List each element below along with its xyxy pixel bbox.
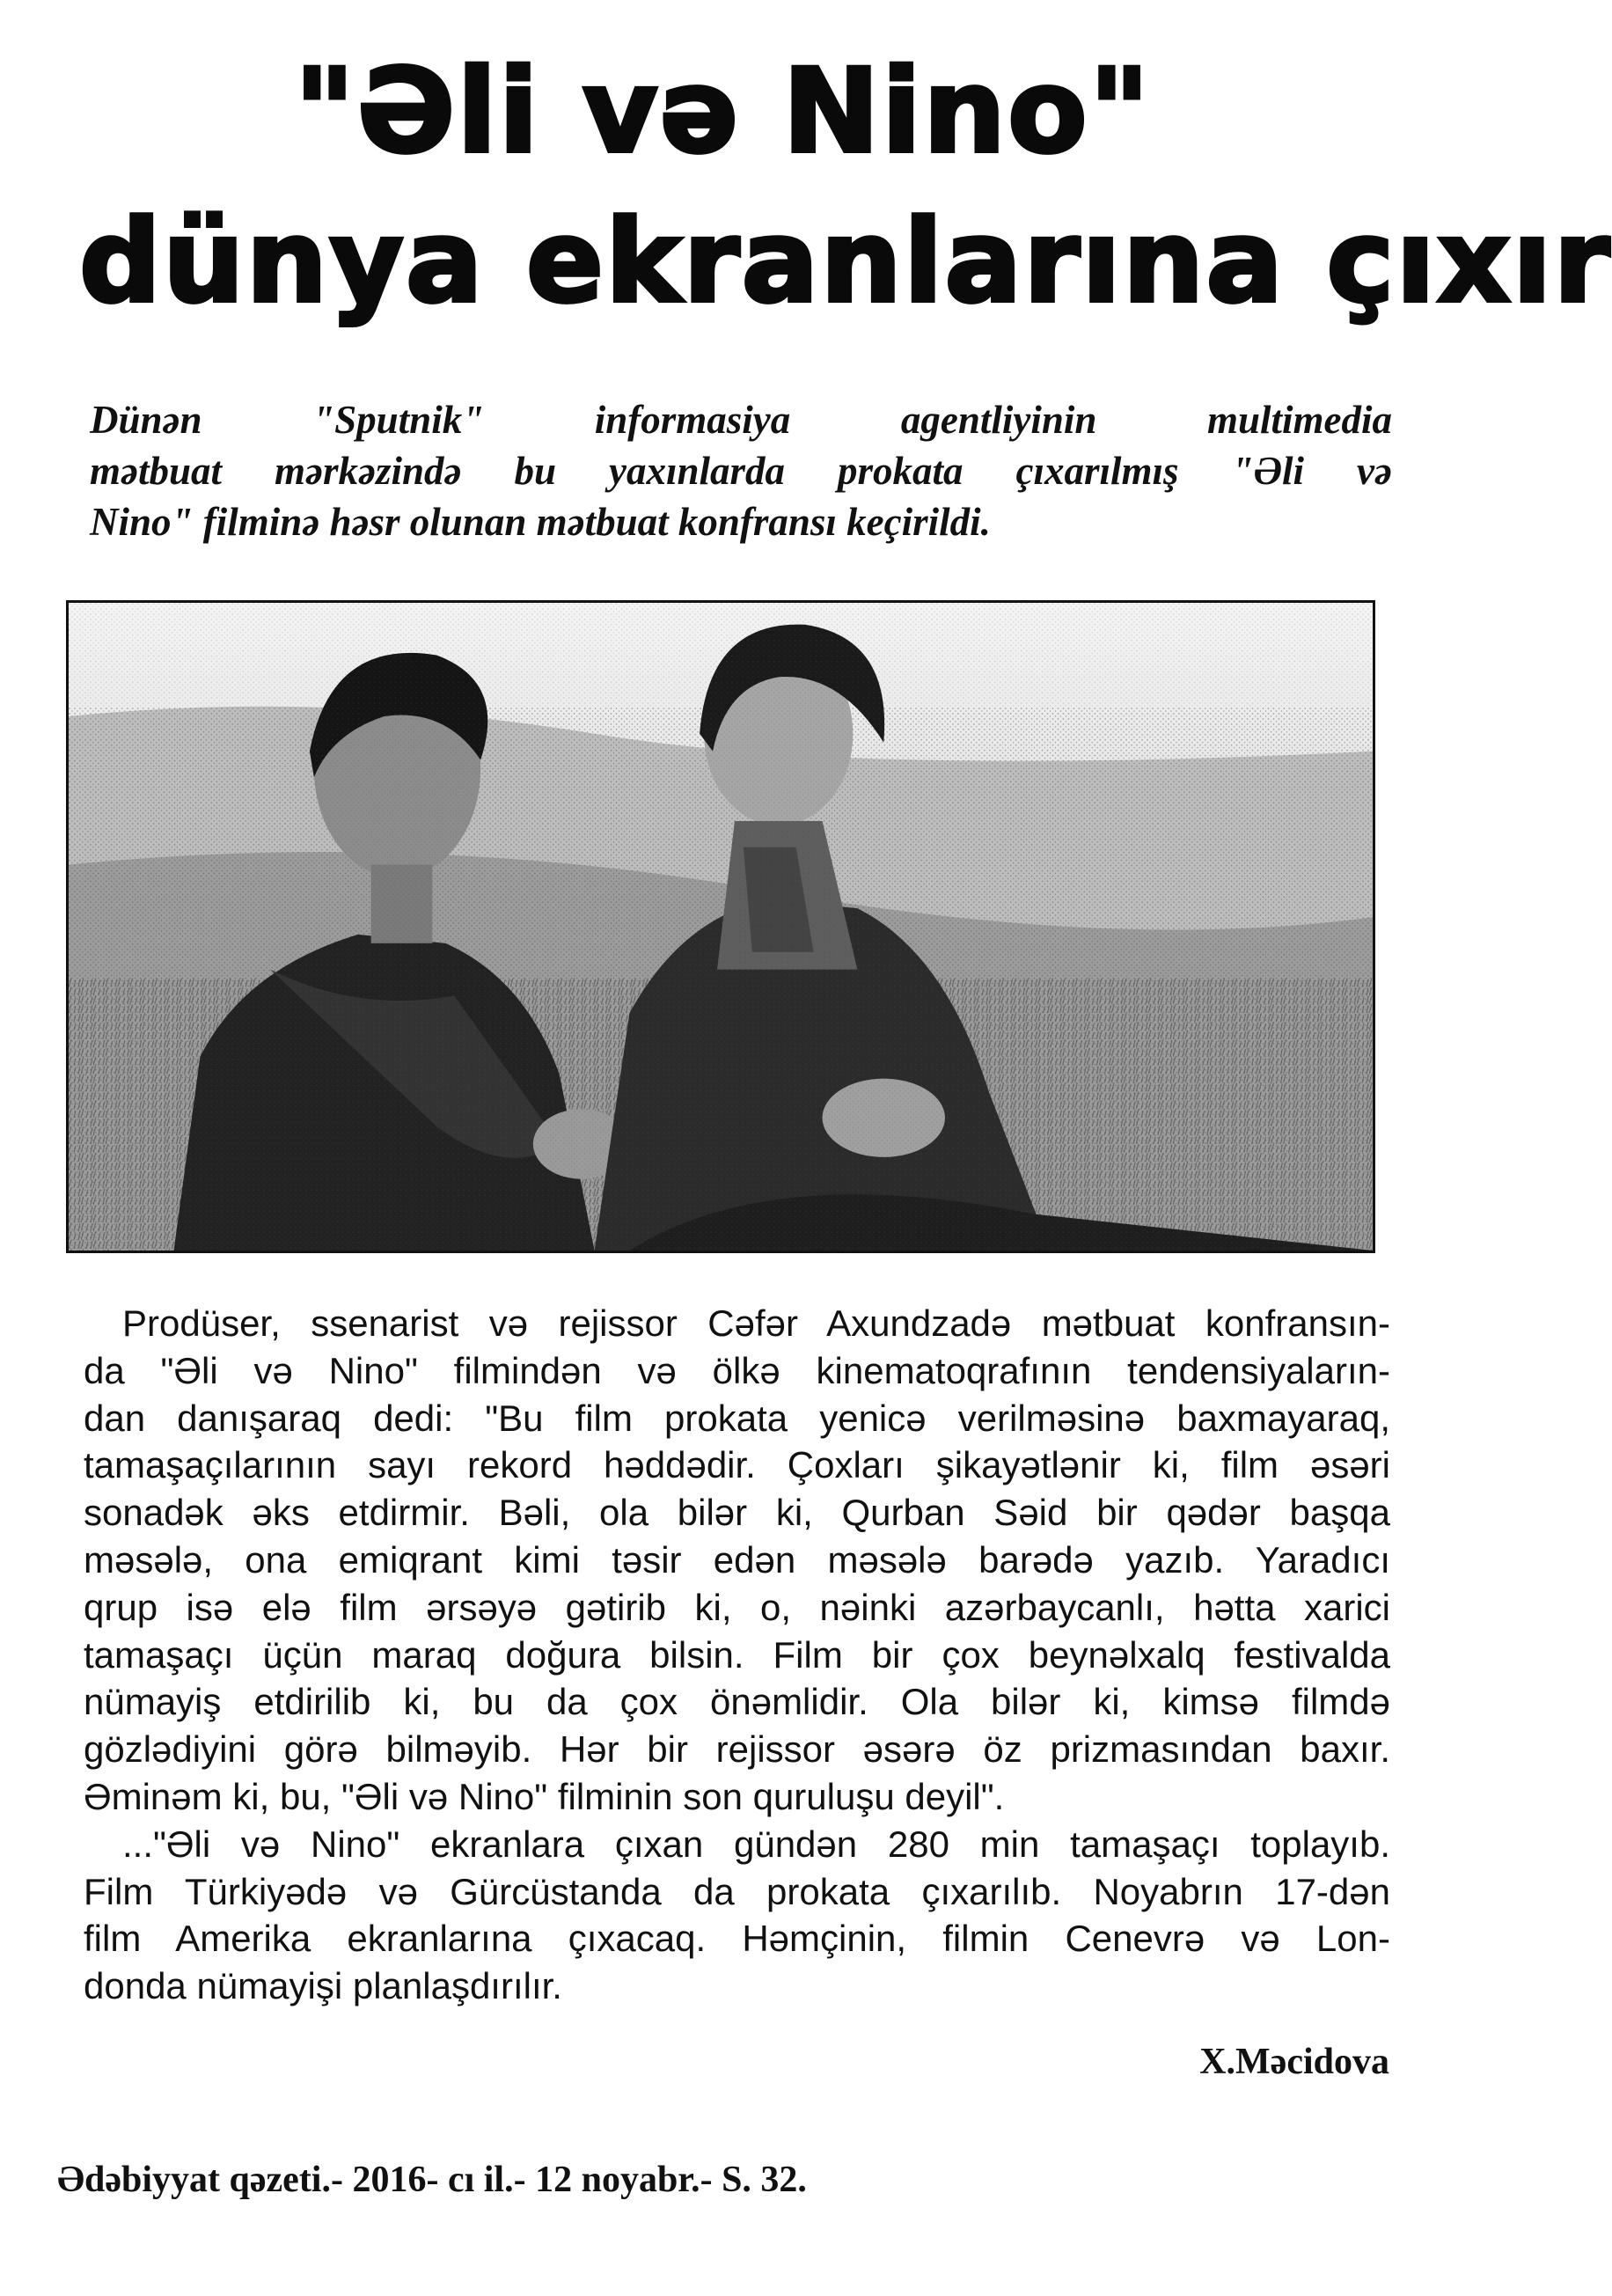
body-line: tamaşaçılarının sayı rekord həddədir. Çoxları şikayətlənir ki, film əsəri bbox=[84, 1444, 1390, 1486]
body-line: da "Əli və Nino" filmindən və ölkə kinematoqrafının tendensiyaların- bbox=[84, 1349, 1390, 1391]
headline-line-2: dünya ekranlarına çıxır bbox=[79, 194, 1612, 328]
headline-line-1: "Əli və Nino" bbox=[294, 44, 1152, 180]
body-line: dan danışaraq dedi: "Bu film prokata yenicə verilməsinə baxmayaraq, bbox=[84, 1397, 1390, 1439]
lead-line: Nino" filminə həsr olunan mətbuat konfransı keçirildi. bbox=[90, 500, 991, 544]
body-line: sonadək əks etdirmir. Bəli, ola bilər ki, Qurban Səid bir qədər başqa bbox=[84, 1492, 1390, 1534]
lead-line: mətbuat mərkəzində bu yaxınlarda prokata çıxarılmış "Əli və bbox=[90, 449, 1392, 493]
article-body bbox=[84, 1300, 1390, 2010]
film-still-illustration bbox=[69, 603, 1373, 1251]
body-line: ..."Əli və Nino" ekranlara çıxan gündən 280 min tamaşaçı toplayıb. bbox=[122, 1823, 1390, 1865]
body-line: Prodüser, ssenarist və rejissor Cəfər Axundzadə mətbuat konfransın- bbox=[122, 1302, 1390, 1344]
lead-line: Dünən "Sputnik" informasiya agentliyinin multimedia bbox=[90, 398, 1392, 442]
body-line: Əminəm ki, bu, "Əli və Nino" filminin son quruluşu deyil". bbox=[84, 1775, 1005, 1817]
body-line: donda nümayişi planlaşdırılır. bbox=[84, 1965, 562, 2007]
author-signature: X.Məcidova bbox=[1199, 2042, 1389, 2082]
body-line: Film Türkiyədə və Gürcüstanda da prokata çıxarılıb. Noyabrın 17-dən bbox=[84, 1870, 1390, 1912]
body-line: film Amerika ekranlarına çıxacaq. Həmçinin, filmin Cenevrə və Lon- bbox=[84, 1918, 1390, 1960]
source-citation: Ədəbiyyat qəzeti.- 2016- cı il.- 12 noyabr.- S. 32. bbox=[57, 2160, 807, 2200]
body-line: qrup isə elə film ərsəyə gətirib ki, o, nəinki azərbaycanlı, hətta xarici bbox=[84, 1586, 1390, 1628]
body-line: məsələ, ona emiqrant kimi təsir edən məsələ barədə yazıb. Yaradıcı bbox=[84, 1538, 1390, 1581]
body-line: tamaşaçı üçün maraq doğura bilsin. Film bir çox beynəlxalq festivalda bbox=[84, 1633, 1390, 1676]
lead-paragraph bbox=[90, 394, 1392, 547]
film-still-photo bbox=[66, 600, 1375, 1253]
body-line: gözlədiyini görə bilməyib. Hər bir rejissor əsərə öz prizmasından baxır. bbox=[84, 1728, 1390, 1771]
body-line: nümayiş etdirilib ki, bu da çox önəmlidir. Ola bilər ki, kimsə filmdə bbox=[84, 1681, 1390, 1723]
